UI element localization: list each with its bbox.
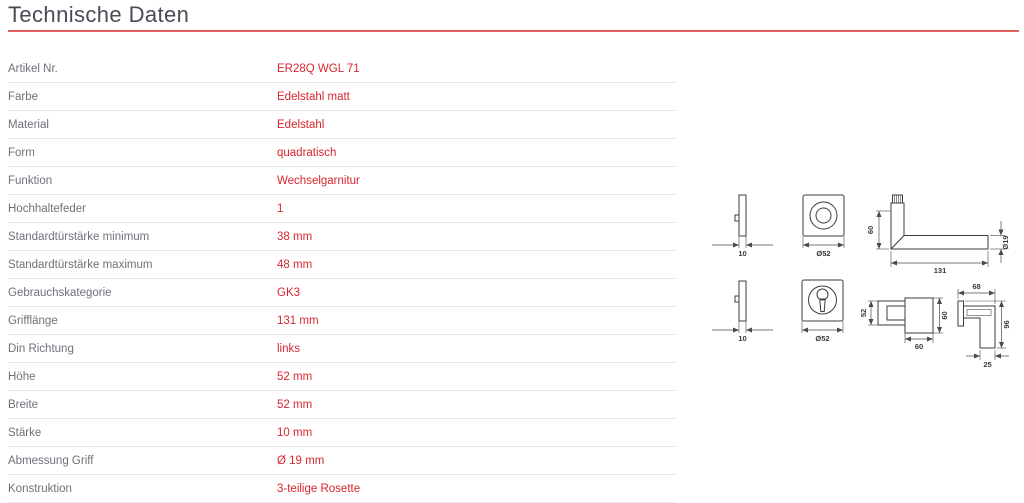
technical-drawings xyxy=(700,183,1024,373)
rosette-side-view-bottom xyxy=(712,281,773,343)
spec-label: Material xyxy=(8,118,49,131)
spec-label: Konstruktion xyxy=(8,482,72,495)
spec-value: 52 mm xyxy=(277,370,313,383)
dim-label: 68 xyxy=(972,282,981,291)
spec-value: quadratisch xyxy=(277,146,337,159)
spec-row xyxy=(8,475,676,503)
spec-value: 10 mm xyxy=(277,426,313,439)
spec-value: 1 xyxy=(277,202,284,215)
spec-value: 48 mm xyxy=(277,258,313,271)
rosette-side-view-top xyxy=(712,195,773,258)
spec-value: GK3 xyxy=(277,286,301,299)
technical-drawings-svg xyxy=(700,183,1024,373)
spec-value: 52 mm xyxy=(277,398,313,411)
spec-label: Breite xyxy=(8,398,39,411)
spec-row xyxy=(8,279,676,307)
page-title: Technische Daten xyxy=(8,2,190,27)
dim-label: Ø52 xyxy=(815,334,830,343)
spec-label: Standardtürstärke minimum xyxy=(8,230,150,243)
dim-label: 52 xyxy=(859,308,868,318)
spec-value: Edelstahl xyxy=(277,118,325,131)
spec-label: Farbe xyxy=(8,90,39,103)
specs-table xyxy=(8,55,676,503)
spec-value: 38 mm xyxy=(277,230,313,243)
spec-row xyxy=(8,111,676,139)
spec-value: Wechselgarnitur xyxy=(277,174,360,187)
spec-value: ER28Q WGL 71 xyxy=(277,62,360,75)
spec-label: Grifflänge xyxy=(8,314,58,327)
spec-row xyxy=(8,363,676,391)
red-divider xyxy=(8,30,1019,32)
spec-label: Gebrauchskategorie xyxy=(8,286,112,299)
spec-label: Din Richtung xyxy=(8,342,74,355)
spec-row xyxy=(8,55,676,83)
spec-row xyxy=(8,139,676,167)
rosette-front-view-top xyxy=(803,195,844,258)
spec-value: 3-teilige Rosette xyxy=(277,482,361,495)
spec-row xyxy=(8,223,676,251)
spec-label: Form xyxy=(8,146,35,159)
spec-label: Hochhaltefeder xyxy=(8,202,86,215)
spec-value: links xyxy=(277,342,301,355)
dim-label: 10 xyxy=(738,249,747,258)
dim-label: 96 xyxy=(1002,320,1011,329)
spec-row xyxy=(8,167,676,195)
spec-label: Artikel Nr. xyxy=(8,62,58,75)
dim-label: Ø19 xyxy=(1001,235,1010,250)
spec-row xyxy=(8,251,676,279)
keyhole-rosette-front-view xyxy=(802,280,843,343)
spec-value: 131 mm xyxy=(277,314,319,327)
spec-label: Funktion xyxy=(8,174,53,187)
spec-label: Höhe xyxy=(8,370,36,383)
spec-row xyxy=(8,335,676,363)
spec-label: Stärke xyxy=(8,426,42,439)
spec-label: Abmessung Griff xyxy=(8,454,94,467)
spec-value: Edelstahl matt xyxy=(277,90,350,103)
lever-handle-view xyxy=(866,195,1010,275)
spec-row xyxy=(8,419,676,447)
dim-label: 60 xyxy=(866,225,875,235)
dim-label: 60 xyxy=(914,342,924,351)
dim-label: 60 xyxy=(940,311,949,320)
spec-row xyxy=(8,83,676,111)
spec-row xyxy=(8,307,676,335)
knob-front-view xyxy=(859,298,949,351)
knob-side-view xyxy=(958,282,1011,369)
spec-row xyxy=(8,391,676,419)
dim-label: 10 xyxy=(738,334,747,343)
dim-label: Ø52 xyxy=(816,249,831,258)
dim-label: 25 xyxy=(983,360,992,369)
spec-row xyxy=(8,195,676,223)
spec-label: Standardtürstärke maximum xyxy=(8,258,153,271)
dim-label: 131 xyxy=(933,266,947,275)
spec-row xyxy=(8,447,676,475)
spec-value: Ø 19 mm xyxy=(277,454,325,467)
